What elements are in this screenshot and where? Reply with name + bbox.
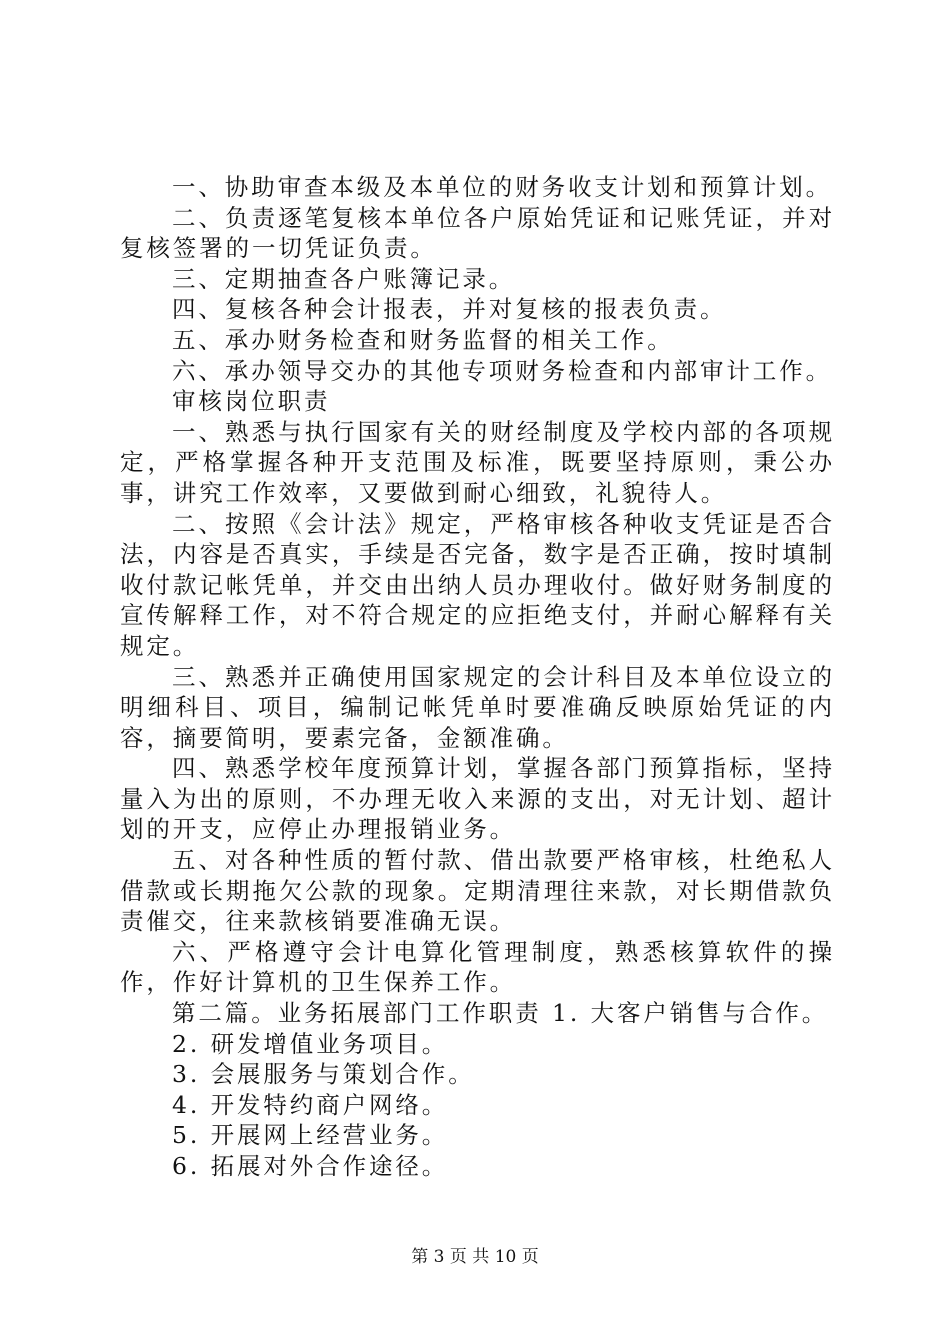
paragraph: 五、承办财务检查和财务监督的相关工作。	[172, 325, 674, 354]
paragraph: 一、熟悉与执行国家有关的财经制度及学校内部的各项规定，严格掌握各种开支范围及标准，既要坚持原则，秉公办事，讲究工作效率，又要做到耐心细致，礼貌待人。	[120, 417, 835, 507]
paragraph: 三、熟悉并正确使用国家规定的会计科目及本单位设立的明细科目、项目，编制记帐凭单时要准确反映原始凭证的内容，摘要简明，要素完备，金额准确。	[120, 662, 835, 752]
list-item: 4. 开发特约商户网络。	[172, 1090, 449, 1119]
list-item: 2. 研发增值业务项目。	[172, 1029, 449, 1058]
list-item: 6. 拓展对外合作途径。	[172, 1152, 449, 1180]
paragraph: 二、负责逐笔复核本单位各户原始凭证和记账凭证，并对复核签署的一切凭证负责。	[120, 203, 835, 263]
page-number-footer: 第 3 页 共 10 页	[411, 1247, 539, 1267]
paragraph: 四、复核各种会计报表，并对复核的报表负责。	[172, 295, 727, 324]
paragraph: 五、对各种性质的暂付款、借出款要严格审核，杜绝私人借款或长期拖欠公款的现象。定期清理往来款，对长期借款负责催交，往来款核销要准确无误。	[120, 846, 835, 936]
paragraph: 六、严格遵守会计电算化管理制度，熟悉核算软件的操作，作好计算机的卫生保养工作。	[120, 937, 835, 997]
paragraph: 三、定期抽查各户账簿记录。	[172, 264, 516, 293]
paragraph: 一、协助审查本级及本单位的财务收支计划和预算计划。	[172, 173, 832, 201]
section-heading: 审核岗位职责	[172, 387, 331, 416]
document-body	[120, 172, 835, 1182]
paragraph: 六、承办领导交办的其他专项财务检查和内部审计工作。	[172, 356, 832, 385]
list-item: 3. 会展服务与策划合作。	[172, 1060, 475, 1089]
paragraph: 二、按照《会计法》规定，严格审核各种收支凭证是否合法，内容是否真实，手续是否完备，数字是否正确，按时填制收付款记帐凭单，并交由出纳人员办理收付。做好财务制度的宣传解释工作，对不符合规定的应拒绝支付，并耐心解释有关规定。	[120, 509, 835, 660]
list-item: 5. 开展网上经营业务。	[172, 1121, 449, 1150]
paragraph: 四、熟悉学校年度预算计划，掌握各部门预算指标，坚持量入为出的原则，不办理无收入来源的支出，对无计划、超计划的开支，应停止办理报销业务。	[120, 754, 835, 844]
chapter-heading: 第二篇。业务拓展部门工作职责 1. 大客户销售与合作。	[172, 999, 829, 1028]
